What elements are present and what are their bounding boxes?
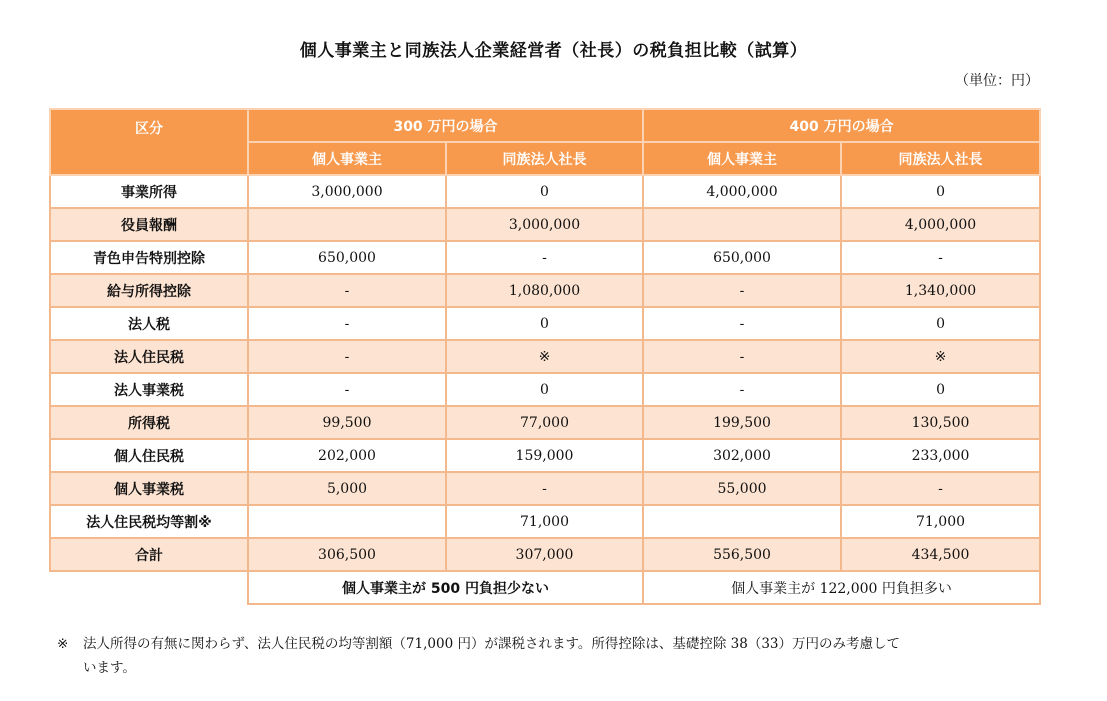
table-row bbox=[50, 307, 1040, 340]
row-label: 法人住民税 bbox=[50, 340, 248, 373]
row-label: 事業所得 bbox=[50, 175, 248, 208]
cell-value: 650,000 bbox=[643, 241, 841, 274]
table-row-total bbox=[50, 538, 1040, 571]
cell-value: - bbox=[841, 241, 1040, 274]
table-body bbox=[50, 175, 1040, 604]
cell-value: - bbox=[841, 472, 1040, 505]
row-label: 個人事業税 bbox=[50, 472, 248, 505]
footnote-line1: 法人所得の有無に関わらず、法人住民税の均等割額（71,000 円）が課税されます。所得控除は、基礎控除 38（33）万円のみ考慮して bbox=[83, 636, 901, 652]
cell-value: 55,000 bbox=[643, 472, 841, 505]
footnote-mark: ※ bbox=[57, 636, 69, 652]
summary-400: 個人事業主が 122,000 円負担多い bbox=[643, 571, 1040, 604]
summary-spacer bbox=[50, 571, 248, 604]
cell-value: 1,340,000 bbox=[841, 274, 1040, 307]
cell-value: - bbox=[248, 373, 446, 406]
cell-value: - bbox=[248, 274, 446, 307]
cell-value: 556,500 bbox=[643, 538, 841, 571]
table-row bbox=[50, 274, 1040, 307]
unit-label: （単位：円） bbox=[955, 73, 1039, 89]
cell-value: 202,000 bbox=[248, 439, 446, 472]
header-sub-sole-300: 個人事業主 bbox=[248, 142, 446, 175]
cell-value: 199,500 bbox=[643, 406, 841, 439]
cell-value: 650,000 bbox=[248, 241, 446, 274]
summary-row bbox=[50, 571, 1040, 604]
row-label: 法人税 bbox=[50, 307, 248, 340]
cell-value bbox=[248, 505, 446, 538]
table-row bbox=[50, 208, 1040, 241]
cell-value bbox=[643, 505, 841, 538]
cell-value: - bbox=[446, 472, 643, 505]
cell-value: - bbox=[643, 340, 841, 373]
table-row bbox=[50, 340, 1040, 373]
cell-value: - bbox=[643, 373, 841, 406]
table-row bbox=[50, 241, 1040, 274]
cell-value: - bbox=[643, 307, 841, 340]
cell-value: 130,500 bbox=[841, 406, 1040, 439]
header-sub-corp-300: 同族法人社長 bbox=[446, 142, 643, 175]
row-label: 青色申告特別控除 bbox=[50, 241, 248, 274]
footnote-line2: います。 bbox=[83, 660, 136, 676]
header-group-400: 400 万円の場合 bbox=[643, 109, 1040, 142]
cell-value: ※ bbox=[446, 340, 643, 373]
row-label: 個人住民税 bbox=[50, 439, 248, 472]
cell-value: 233,000 bbox=[841, 439, 1040, 472]
cell-value: 71,000 bbox=[446, 505, 643, 538]
cell-value: 4,000,000 bbox=[643, 175, 841, 208]
cell-value: 3,000,000 bbox=[446, 208, 643, 241]
cell-value: 0 bbox=[841, 307, 1040, 340]
cell-value bbox=[643, 208, 841, 241]
table-row bbox=[50, 373, 1040, 406]
cell-value: - bbox=[446, 241, 643, 274]
cell-value: 1,080,000 bbox=[446, 274, 643, 307]
table-row bbox=[50, 406, 1040, 439]
footnote bbox=[57, 632, 1057, 680]
cell-value: 0 bbox=[446, 307, 643, 340]
table-row bbox=[50, 505, 1040, 538]
cell-value: 306,500 bbox=[248, 538, 446, 571]
row-label: 法人住民税均等割※ bbox=[50, 505, 248, 538]
page-title: 個人事業主と同族法人企業経営者（社長）の税負担比較（試算） bbox=[299, 41, 808, 61]
row-label: 所得税 bbox=[50, 406, 248, 439]
cell-value: ※ bbox=[841, 340, 1040, 373]
row-label: 合計 bbox=[50, 538, 248, 571]
cell-value: 0 bbox=[446, 373, 643, 406]
cell-value bbox=[248, 208, 446, 241]
table-row bbox=[50, 175, 1040, 208]
cell-value: - bbox=[643, 274, 841, 307]
row-label: 法人事業税 bbox=[50, 373, 248, 406]
header-sub-sole-400: 個人事業主 bbox=[643, 142, 841, 175]
header-category: 区分 bbox=[50, 109, 248, 175]
cell-value: 302,000 bbox=[643, 439, 841, 472]
cell-value: 159,000 bbox=[446, 439, 643, 472]
cell-value: 3,000,000 bbox=[248, 175, 446, 208]
cell-value: 5,000 bbox=[248, 472, 446, 505]
cell-value: 0 bbox=[446, 175, 643, 208]
cell-value: 71,000 bbox=[841, 505, 1040, 538]
row-label: 役員報酬 bbox=[50, 208, 248, 241]
header-sub-corp-400: 同族法人社長 bbox=[841, 142, 1040, 175]
table-row bbox=[50, 439, 1040, 472]
header-group-300: 300 万円の場合 bbox=[248, 109, 643, 142]
cell-value: - bbox=[248, 307, 446, 340]
cell-value: - bbox=[248, 340, 446, 373]
cell-value: 434,500 bbox=[841, 538, 1040, 571]
cell-value: 4,000,000 bbox=[841, 208, 1040, 241]
summary-300: 個人事業主が 500 円負担少ない bbox=[248, 571, 643, 604]
cell-value: 77,000 bbox=[446, 406, 643, 439]
cell-value: 0 bbox=[841, 175, 1040, 208]
table-row bbox=[50, 472, 1040, 505]
cell-value: 0 bbox=[841, 373, 1040, 406]
cell-value: 99,500 bbox=[248, 406, 446, 439]
row-label: 給与所得控除 bbox=[50, 274, 248, 307]
tax-comparison-table bbox=[49, 108, 1041, 605]
cell-value: 307,000 bbox=[446, 538, 643, 571]
